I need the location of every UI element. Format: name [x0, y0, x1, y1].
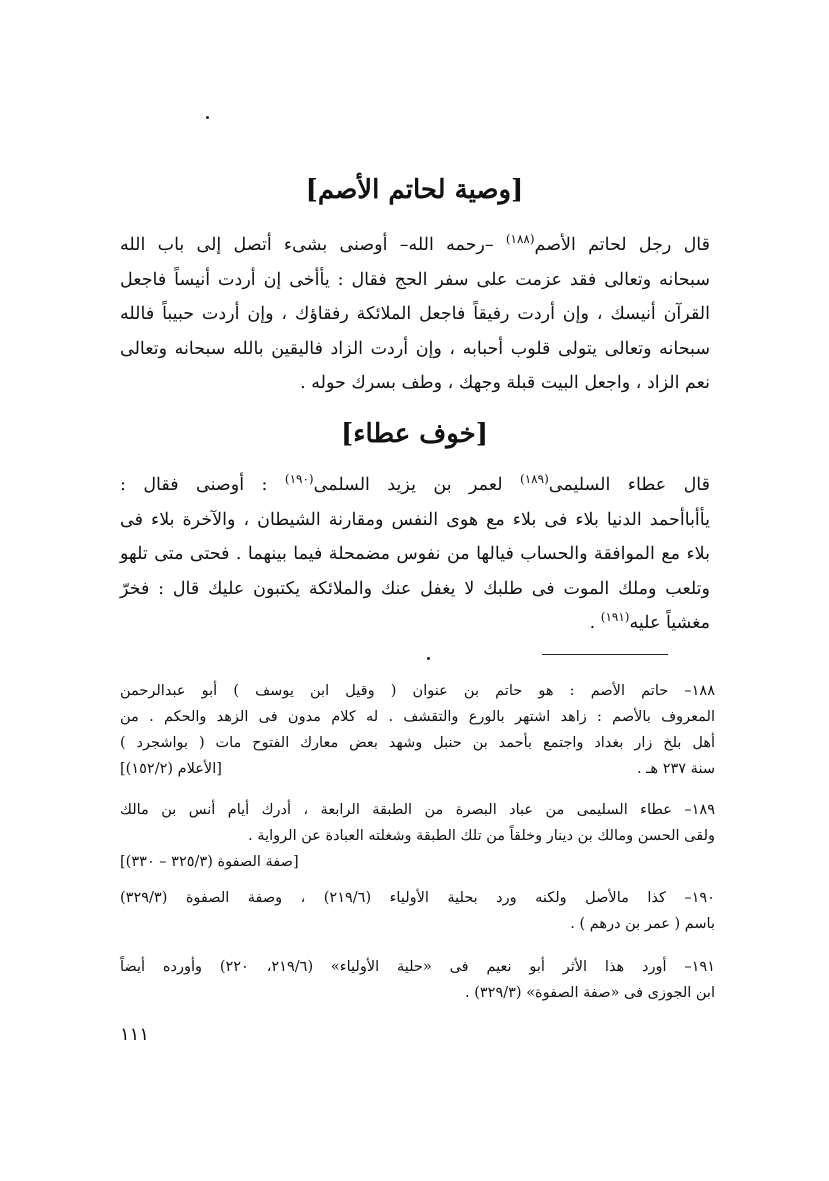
- text-line: يأأباأحمد الدنيا بلاء فى بلاء مع هوى النفس ومقارنة الشيطان ، والآخرة بلاء فى: [120, 509, 710, 530]
- footnote-line: باسم ( عمر بن درهم ) .: [570, 916, 715, 932]
- page-number: ١١١: [120, 1024, 150, 1045]
- text-line: مغشياً عليه$^{(١٩١)}$ .: [589, 610, 710, 633]
- footnote-ref: (١٩١): [600, 610, 630, 625]
- footnote-188: [120, 678, 715, 782]
- text-line: سبحانه وتعالى يتولى قلوب أحبابه ، وإن أردت الزاد فاليقين بالله سبحانه وتعالى: [120, 338, 710, 359]
- footnote-line: ولقى الحسن ومالك بن دينار وخلقاً من تلك الطبقة وشغلته العبادة عن الرواية .: [248, 828, 715, 844]
- section-heading-ata: [خوف عطاء]: [340, 419, 489, 449]
- text-line: نعم الزاد ، واجعل البيت قبلة وجهك ، وطف بسرك حوله .: [300, 373, 710, 393]
- footnote-ref: (١٨٨): [505, 232, 535, 247]
- footnote-ref: (١٩٠): [284, 472, 314, 487]
- footnote-ref: (١٨٩): [520, 472, 549, 487]
- footnote-191: [120, 954, 715, 1006]
- footnote-last-line: [120, 756, 715, 782]
- footnote-line: أهل بلخ زار بغداد واجتمع بأحمد بن حنبل وشهد بعض معارك الفتوح مات ( بواشجرد ): [120, 735, 715, 751]
- footnote-line: المعروف بالأصم : زاهد اشتهر بالورع والتقشف . له كلام مدون فى الزهد والحكم . من: [120, 709, 715, 725]
- footnote-line: ١٩١– أورد هذا الأثر أبو نعيم فى «حلية الأولياء» (٢١٩/٦، ٢٢٠) وأورده أيضاً: [120, 959, 715, 975]
- footnote-line: ١٩٠– كذا مالأصل ولكنه ورد بحلية الأولياء (٢١٩/٦) ، وصفة الصفوة (٣٢٩/٣): [120, 890, 715, 906]
- text-line: قال رجل لحاتم الأصم$^{(١٨٨)}$ –رحمه الله– أوصنى بشىء أتصل إلى باب الله: [120, 232, 711, 255]
- footnote-source: [الأعلام (١٥٢/٢)]: [120, 761, 222, 777]
- footnote-line: ١٨٩– عطاء السليمى من عباد البصرة من الطبقة الرابعة ، أدرك أيام أنس بن مالك: [120, 802, 715, 818]
- footnote-line: ابن الجوزى فى «صفة الصفوة» (٣٢٩/٣) .: [464, 985, 715, 1001]
- section-body-ata: [120, 468, 710, 641]
- footnote-190: [120, 885, 715, 937]
- speck-mark: [206, 116, 209, 119]
- footnote-189: [120, 797, 715, 875]
- text-line: سبحانه وتعالى فقد عزمت على سفر الحج فقال : يأأخى إن أردت أنيساً فاجعل: [120, 269, 710, 290]
- text-line: بلاء مع الموافقة والحساب فيالها من نفوس مضمحلة فيما بينهما . فحتى متى تلهو: [120, 544, 710, 564]
- footnote-line: سنة ٢٣٧ هـ .: [636, 761, 715, 777]
- section-heading-hatim: [وصية لحاتم الأصم]: [305, 175, 524, 205]
- footnote-line: ١٨٨– حاتم الأصم : هو حاتم بن عنوان ( وقيل ابن يوسف ) أبو عبدالرحمن: [120, 683, 715, 699]
- footnote-separator: [542, 654, 668, 655]
- text-line: قال عطاء السليمى$^{(١٨٩)}$ لعمر بن يزيد السلمى$^{(١٩٠)}$ : أوصنى فقال :: [120, 472, 710, 495]
- footnote-source: [صفة الصفوة (٣٢٥/٣ – ٣٣٠)]: [120, 854, 299, 870]
- text-line: وتلعب وملك الموت فى طلبك لا يغفل عنك والملائكة يكتبون عليك قال : فخرّ: [120, 578, 710, 599]
- section-body-hatim: [120, 228, 710, 401]
- text-line: القرآن أنيسك ، وإن أردت رفيقاً فاجعل الملائكة رفقاؤك ، وإن أردت حبيباً فالله: [120, 304, 710, 324]
- speck-mark: [427, 657, 430, 660]
